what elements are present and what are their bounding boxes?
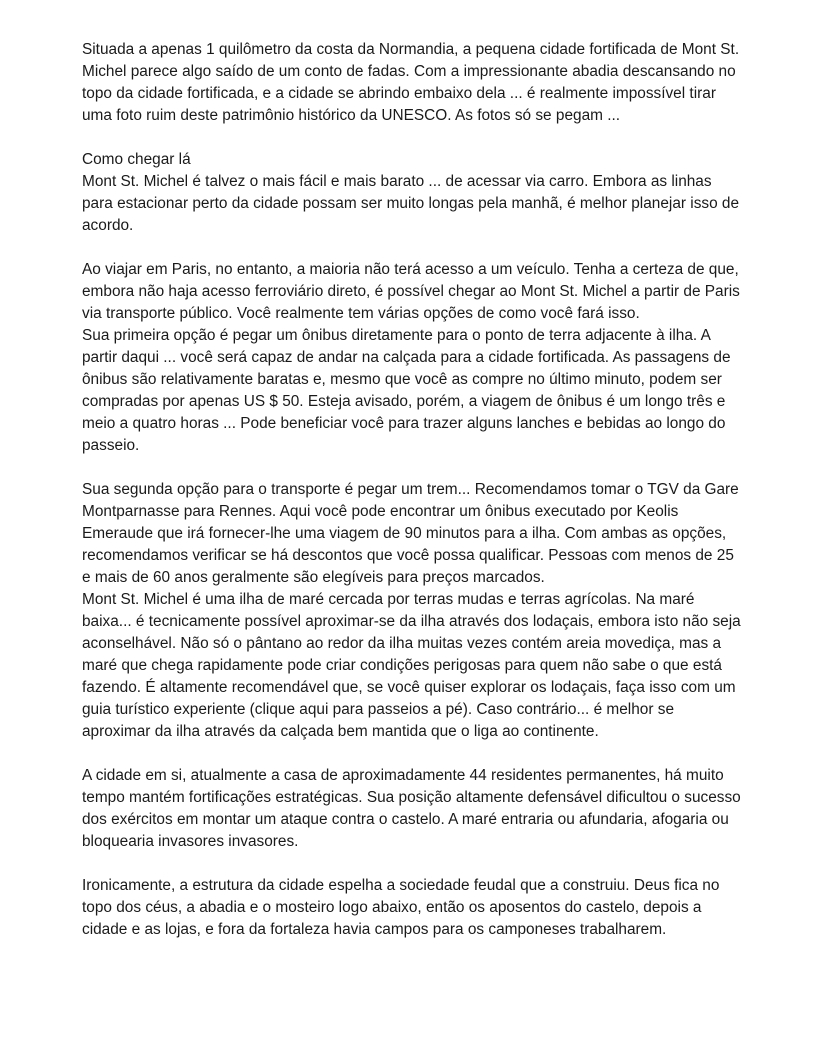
paragraph-spacer	[82, 127, 742, 149]
paragraph-spacer	[82, 853, 742, 875]
bus-option-paragraph: Sua primeira opção é pegar um ônibus diretamente para o ponto de terra adjacente à ilha. A partir daqui ... você será capaz de andar na calçada para a cidade fortificada. As passagens de ônibus são relativamente baratas e, mesmo que você as compre no último minuto, podem ser compradas por apenas US $ 50. Esteja avisado, porém, a viagem de ônibus é um longo três e meio a quatro horas ... Pode beneficiar você para trazer alguns lanches e bebidas ao longo do passeio.	[82, 327, 731, 454]
intro-paragraph: Situada a apenas 1 quilômetro da costa da Normandia, a pequena cidade fortificada de Mont St. Michel parece algo saído de um conto de fadas. Com a impressionante abadia descansando no topo da cidade fortificada, e a cidade se abrindo embaixo dela ... é realmente impossível tirar uma foto ruim deste patrimônio histórico da UNESCO. As fotos só se pegam ...	[82, 41, 740, 124]
paragraph-spacer	[82, 237, 742, 259]
paragraph-spacer	[82, 743, 742, 765]
paris-access-paragraph: Ao viajar em Paris, no entanto, a maioria não terá acesso a um veículo. Tenha a certeza de que, embora não haja acesso ferroviário direto, é possível chegar ao Mont St. Michel a partir de Paris via transporte público. Você realmente tem várias opções de como você fará isso.	[82, 261, 740, 322]
paragraph-spacer	[82, 457, 742, 479]
car-access-paragraph: Mont St. Michel é talvez o mais fácil e mais barato ... de acessar via carro. Embora as linhas para estacionar perto da cidade possam ser muito longas pela manhã, é melhor planejar isso de acordo.	[82, 173, 740, 234]
section-heading: Como chegar lá	[82, 151, 191, 168]
document-page	[82, 39, 742, 941]
tidal-island-paragraph: Mont St. Michel é uma ilha de maré cercada por terras mudas e terras agrícolas. Na maré baixa... é tecnicamente possível aproximar-se da ilha através dos lodaçais, embora isto não seja aconselhável. Não só o pântano ao redor da ilha muitas vezes contém areia movediça, mas a maré que chega rapidamente pode criar condições perigosas para quem não sabe o que está fazendo. É altamente recomendável que, se você quiser explorar os lodaçais, faça isso com um guia turístico experiente (clique aqui para passeios a pé). Caso contrário... é melhor se aproximar da ilha através da calçada bem mantida que o liga ao continente.	[82, 591, 741, 740]
feudal-structure-paragraph: Ironicamente, a estrutura da cidade espelha a sociedade feudal que a construiu. Deus fica no topo dos céus, a abadia e o mosteiro logo abaixo, então os aposentos do castelo, depois a cidade e as lojas, e fora da fortaleza havia campos para os camponeses trabalharem.	[82, 877, 720, 938]
fortifications-paragraph: A cidade em si, atualmente a casa de aproximadamente 44 residentes permanentes, há muito tempo mantém fortificações estratégicas. Sua posição altamente defensável dificultou o sucesso dos exércitos em montar um ataque contra o castelo. A maré entraria ou afundaria, afogaria ou bloquearia invasores invasores.	[82, 767, 741, 850]
train-option-paragraph: Sua segunda opção para o transporte é pegar um trem... Recomendamos tomar o TGV da Gare Montparnasse para Rennes. Aqui você pode encontrar um ônibus executado por Keolis Emeraude que irá fornecer-lhe uma viagem de 90 minutos para a ilha. Com ambas as opções, recomendamos verificar se há descontos que você possa qualificar. Pessoas com menos de 25 e mais de 60 anos geralmente são elegíveis para preços marcados.	[82, 481, 739, 586]
